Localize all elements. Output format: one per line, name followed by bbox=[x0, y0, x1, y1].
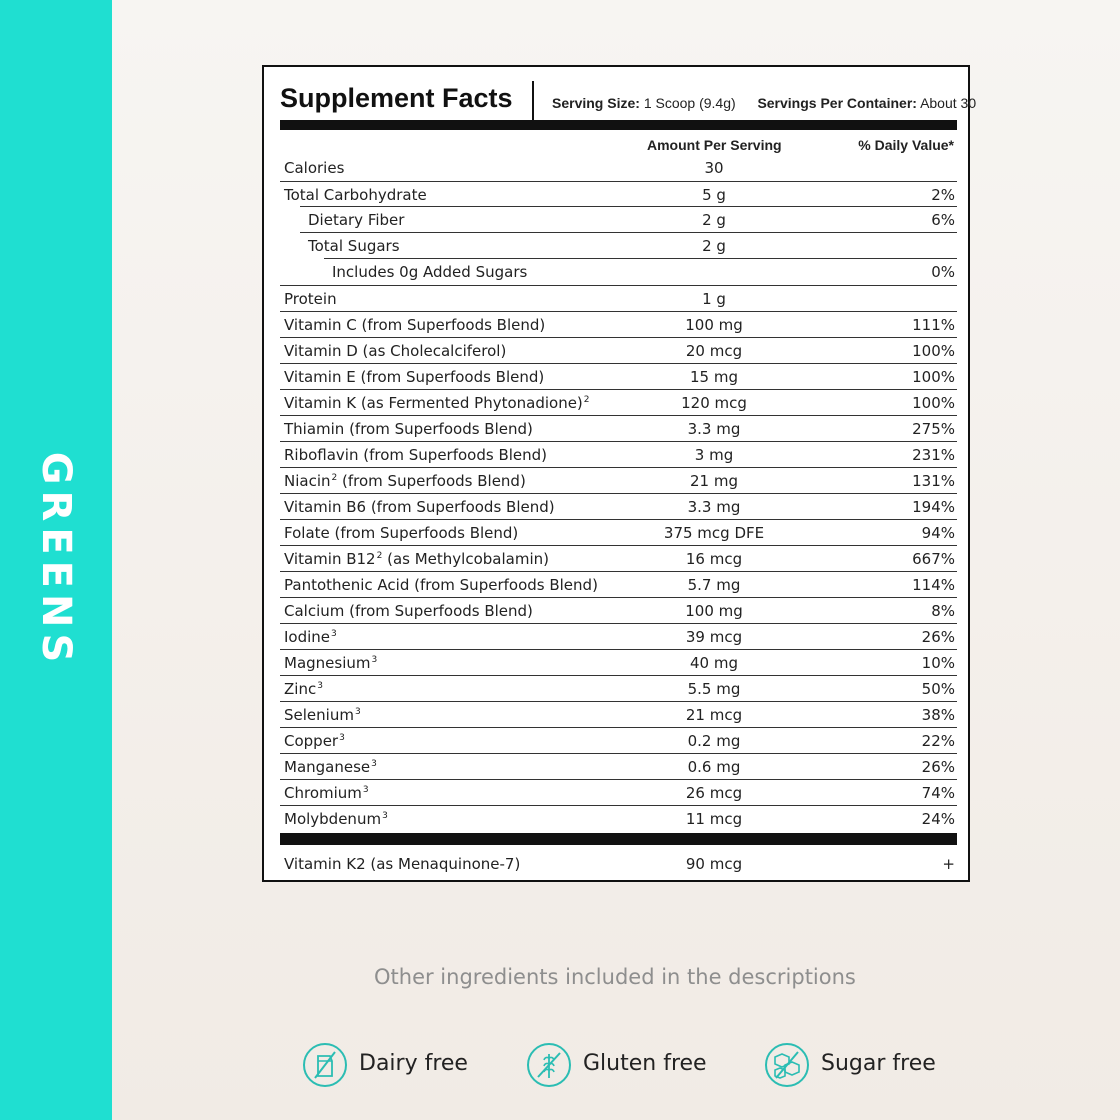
nutrient-row bbox=[280, 753, 957, 779]
gluten-free-icon bbox=[526, 1042, 572, 1088]
nutrient-name-text: Total Sugars bbox=[308, 237, 400, 255]
nutrient-name bbox=[284, 394, 590, 412]
nutrient-name-text: Chromium bbox=[284, 784, 362, 802]
nutrient-name-text: Niacin bbox=[284, 472, 331, 490]
nutrient-name-text: Calcium (from Superfoods Blend) bbox=[284, 602, 533, 620]
col-dv-header: % Daily Value* bbox=[858, 137, 954, 153]
nutrient-row bbox=[280, 311, 957, 337]
supplement-facts-panel bbox=[262, 65, 977, 882]
daily-value: 2% bbox=[931, 186, 955, 204]
nutrient-name bbox=[284, 732, 345, 750]
amount-value: 40 mg bbox=[690, 654, 738, 672]
nutrient-row bbox=[280, 285, 957, 311]
amount-value: 1 g bbox=[702, 290, 726, 308]
nutrient-name bbox=[284, 368, 544, 386]
daily-value: 111% bbox=[912, 316, 955, 334]
nutrient-name-text: Molybdenum bbox=[284, 810, 382, 828]
footnote-marker: 3 bbox=[317, 681, 323, 691]
nutrient-row bbox=[280, 623, 957, 649]
amount-value: 5.7 mg bbox=[687, 576, 741, 594]
nutrient-name bbox=[284, 159, 344, 177]
amount-value: 21 mg bbox=[690, 472, 738, 490]
footnote-marker: 3 bbox=[371, 655, 378, 665]
top-thick-rule bbox=[280, 120, 957, 130]
amount-value: 3 mg bbox=[694, 446, 734, 464]
nutrient-name bbox=[284, 524, 518, 542]
nutrient-row bbox=[280, 597, 957, 623]
servings-value: About 30 bbox=[920, 95, 977, 111]
daily-value: 24% bbox=[921, 810, 955, 828]
nutrient-name bbox=[284, 810, 388, 828]
nutrient-row bbox=[280, 467, 957, 493]
serving-size-label: Serving Size: bbox=[552, 95, 640, 111]
nutrient-row bbox=[280, 181, 957, 207]
daily-value: 26% bbox=[921, 758, 955, 776]
nutrient-name-text: Vitamin D (as Cholecalciferol) bbox=[284, 342, 507, 360]
nutrient-name-text: Vitamin B6 (from Superfoods Blend) bbox=[284, 498, 555, 516]
daily-value: 8% bbox=[931, 602, 955, 620]
amount-value: 21 mcg bbox=[685, 706, 743, 724]
nutrient-row bbox=[280, 233, 957, 259]
nutrient-name bbox=[284, 550, 549, 568]
amount-value: 2 g bbox=[702, 237, 726, 255]
amount-value: 100 mg bbox=[685, 316, 743, 334]
nutrient-row bbox=[280, 415, 957, 441]
nutrient-name bbox=[284, 602, 533, 620]
daily-value: 194% bbox=[912, 498, 955, 516]
daily-value: 275% bbox=[912, 420, 955, 438]
amount-value: 5 g bbox=[702, 186, 726, 204]
nutrient-row bbox=[280, 519, 957, 545]
nutrient-name-text: Copper bbox=[284, 732, 339, 750]
nutrient-row bbox=[280, 545, 957, 571]
nutrient-name-text: Calories bbox=[284, 159, 345, 177]
nutrient-row bbox=[280, 441, 957, 467]
daily-value: 50% bbox=[921, 680, 955, 698]
daily-value: 94% bbox=[921, 524, 955, 542]
daily-value: 131% bbox=[912, 472, 955, 490]
nutrient-table bbox=[280, 155, 957, 881]
amount-value: 11 mcg bbox=[685, 810, 743, 828]
amount-value: 3.3 mg bbox=[687, 498, 741, 516]
daily-value: 0% bbox=[931, 263, 955, 281]
daily-value: 26% bbox=[921, 628, 955, 646]
nutrient-row bbox=[280, 701, 957, 727]
nutrient-name bbox=[284, 472, 526, 490]
dairy-free-icon bbox=[302, 1042, 348, 1088]
nutrient-name-text: Protein bbox=[284, 290, 337, 308]
nutrient-name: Vitamin K2 (as Menaquinone-7) bbox=[284, 855, 521, 873]
daily-value: 38% bbox=[921, 706, 955, 724]
bottom-thick-rule bbox=[280, 833, 957, 845]
amount-value: 30 bbox=[704, 159, 724, 177]
daily-value: 100% bbox=[912, 368, 955, 386]
nutrient-name-text: Folate (from Superfoods Blend) bbox=[284, 524, 519, 542]
nutrient-name bbox=[284, 654, 377, 672]
amount-value: 15 mg bbox=[690, 368, 738, 386]
product-label: GREENS bbox=[33, 451, 79, 669]
nutrient-row bbox=[280, 337, 957, 363]
nutrient-name bbox=[284, 576, 598, 594]
side-band bbox=[0, 0, 112, 1120]
daily-value: 231% bbox=[912, 446, 955, 464]
nutrient-name-text: Vitamin K (as Fermented Phytonadione) bbox=[284, 394, 583, 412]
nutrient-name-text: Manganese bbox=[284, 758, 371, 776]
daily-value: 22% bbox=[921, 732, 955, 750]
daily-value: 667% bbox=[912, 550, 955, 568]
amount-value: 39 mcg bbox=[685, 628, 743, 646]
footnote-marker: 3 bbox=[339, 733, 345, 743]
amount-value: 100 mg bbox=[685, 602, 743, 620]
nutrient-name-text: Riboflavin (from Superfoods Blend) bbox=[284, 446, 548, 464]
nutrient-name-text: Selenium bbox=[284, 706, 354, 724]
nutrient-row bbox=[280, 805, 957, 831]
nutrient-row bbox=[280, 779, 957, 805]
nutrient-name bbox=[332, 263, 527, 281]
amount-value: 90 mcg bbox=[685, 855, 743, 873]
footnote-marker: 3 bbox=[362, 785, 369, 795]
nutrient-name bbox=[284, 290, 337, 308]
footnote-marker: 3 bbox=[354, 707, 361, 717]
nutrient-name bbox=[284, 342, 506, 360]
nutrient-row bbox=[280, 389, 957, 415]
footnote-marker: 3 bbox=[382, 811, 388, 821]
nutrient-name bbox=[284, 446, 547, 464]
nutrient-row bbox=[280, 649, 957, 675]
nutrient-name bbox=[284, 498, 555, 516]
footnote-marker: 3 bbox=[371, 759, 377, 769]
nutrient-name-text: Includes 0g Added Sugars bbox=[332, 263, 528, 281]
amount-value: 3.3 mg bbox=[687, 420, 741, 438]
daily-value: 114% bbox=[912, 576, 955, 594]
amount-value: 5.5 mg bbox=[687, 680, 741, 698]
nutrient-name-text: Dietary Fiber bbox=[308, 211, 405, 229]
nutrient-name-text: Vitamin B12 bbox=[284, 550, 376, 568]
footnote-marker: 2 bbox=[583, 395, 590, 405]
nutrient-row bbox=[280, 155, 957, 181]
daily-value: 6% bbox=[931, 211, 955, 229]
amount-value: 0.6 mg bbox=[687, 758, 741, 776]
nutrient-name-text: Zinc bbox=[284, 680, 317, 698]
nutrient-name bbox=[284, 784, 369, 802]
nutrient-name bbox=[284, 758, 377, 776]
nutrient-name bbox=[284, 186, 427, 204]
daily-value: 10% bbox=[921, 654, 955, 672]
footnote-marker: 3 bbox=[331, 629, 337, 639]
footnote-marker: 2 bbox=[376, 551, 383, 561]
nutrient-name-text: Vitamin C (from Superfoods Blend) bbox=[284, 316, 546, 334]
other-ingredients-note: Other ingredients included in the descriptions bbox=[374, 965, 856, 989]
nutrient-row bbox=[280, 207, 957, 233]
facts-header bbox=[280, 79, 977, 115]
amount-value: 20 mcg bbox=[685, 342, 743, 360]
servings-label: Servings Per Container: bbox=[757, 95, 917, 111]
nutrient-name-text: Pantothenic Acid (from Superfoods Blend) bbox=[284, 576, 598, 594]
nutrient-name-text: Iodine bbox=[284, 628, 331, 646]
header-divider bbox=[532, 81, 534, 121]
nutrient-row bbox=[280, 259, 957, 285]
nutrient-name-text: Total Carbohydrate bbox=[284, 186, 427, 204]
nutrient-name-suffix: (as Methylcobalamin) bbox=[382, 550, 549, 568]
amount-value: 375 mcg DFE bbox=[663, 524, 765, 542]
nutrient-name bbox=[284, 706, 361, 724]
amount-value: 0.2 mg bbox=[687, 732, 741, 750]
nutrient-row bbox=[280, 675, 957, 701]
nutrient-name bbox=[284, 316, 545, 334]
nutrient-row bbox=[280, 493, 957, 519]
nutrient-name-suffix: (from Superfoods Blend) bbox=[337, 472, 526, 490]
daily-value: + bbox=[942, 855, 955, 873]
nutrient-row bbox=[280, 727, 957, 753]
serving-info bbox=[552, 95, 976, 111]
nutrient-name bbox=[284, 680, 323, 698]
badge-label: Dairy free bbox=[359, 1051, 468, 1076]
nutrient-name bbox=[284, 420, 533, 438]
nutrient-name bbox=[308, 211, 404, 229]
amount-value: 16 mcg bbox=[685, 550, 743, 568]
extra-nutrient-row bbox=[280, 845, 957, 881]
amount-value: 120 mcg bbox=[681, 394, 747, 412]
daily-value: 100% bbox=[912, 394, 955, 412]
badge-label: Gluten free bbox=[583, 1051, 707, 1076]
amount-value: 2 g bbox=[702, 211, 726, 229]
footnote-marker: 2 bbox=[331, 473, 338, 483]
nutrient-row bbox=[280, 363, 957, 389]
serving-size-value: 1 Scoop (9.4g) bbox=[643, 95, 736, 111]
nutrient-name-text: Magnesium bbox=[284, 654, 371, 672]
daily-value: 74% bbox=[921, 784, 955, 802]
nutrient-name-text: Vitamin E (from Superfoods Blend) bbox=[284, 368, 545, 386]
nutrient-name-text: Thiamin (from Superfoods Blend) bbox=[284, 420, 533, 438]
amount-value: 26 mcg bbox=[685, 784, 743, 802]
facts-title: Supplement Facts bbox=[280, 83, 513, 113]
col-amount-header: Amount Per Serving bbox=[647, 137, 782, 153]
badge-label: Sugar free bbox=[821, 1051, 936, 1076]
nutrient-name bbox=[284, 628, 337, 646]
nutrient-row bbox=[280, 571, 957, 597]
nutrient-name bbox=[308, 237, 400, 255]
sugar-free-icon bbox=[764, 1042, 810, 1088]
daily-value: 100% bbox=[912, 342, 955, 360]
